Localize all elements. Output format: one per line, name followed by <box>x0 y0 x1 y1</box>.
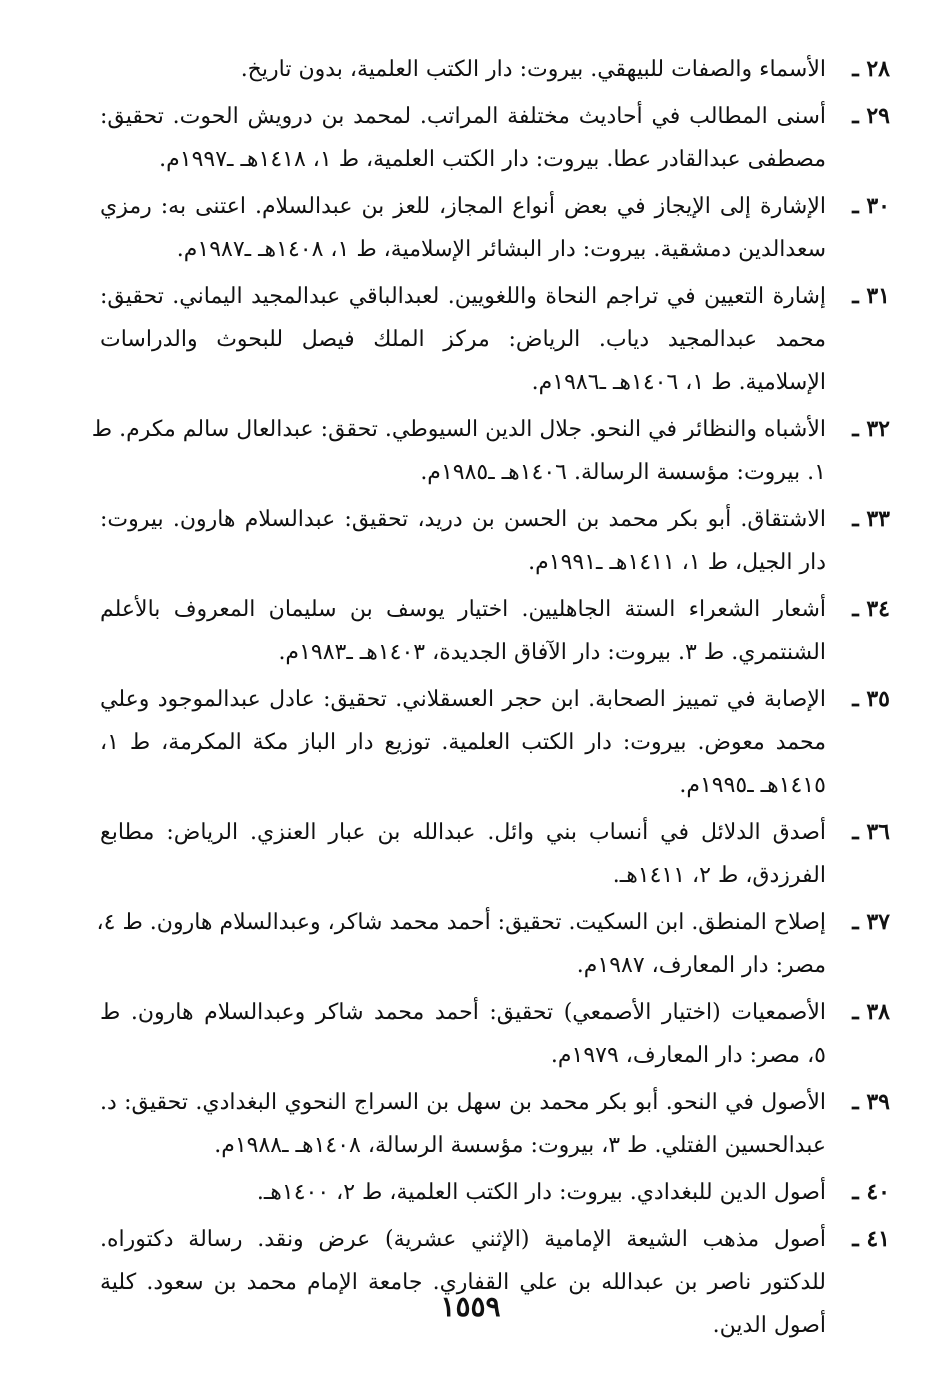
bibliography-entry <box>100 1218 890 1347</box>
bibliography-entry <box>100 1171 890 1214</box>
entry-line: أشعار الشعراء الستة الجاهليين. اختيار يوسف بن سليمان المعروف بالأعلم <box>100 597 826 622</box>
entry-number: ٣٦ ـ <box>852 819 890 845</box>
bibliography-entry <box>91 408 890 494</box>
bibliography-entry <box>100 48 890 91</box>
entry-line: عبدالحسين الفتلي. ط ٣، بيروت: مؤسسة الرسالة، ١٤٠٨هـ ـ١٩٨٨م. <box>214 1133 826 1158</box>
bibliography-entry <box>100 1081 890 1167</box>
entry-text <box>97 901 826 987</box>
entry-text <box>100 588 826 674</box>
entry-number: ٣٣ ـ <box>852 506 890 532</box>
entry-line: دار الجيل، ط ١، ١٤١١هـ ـ١٩٩١م. <box>528 550 826 575</box>
entry-line: سعدالدين دمشقية. بيروت: دار البشائر الإسلامية، ط ١، ١٤٠٨هـ ـ١٩٨٧م. <box>176 237 826 262</box>
entry-number: ٣٠ ـ <box>852 193 890 219</box>
entry-line: الإشارة إلى الإيجاز في بعض أنواع المجاز، للعز بن عبدالسلام. اعتنى به: رمزي <box>100 194 826 219</box>
bibliography-entry <box>100 811 890 897</box>
entry-line: الشنتمري. ط ٣. بيروت: دار الآفاق الجديدة، ١٤٠٣هـ ـ١٩٨٣م. <box>278 640 826 665</box>
entry-line: الإسلامية. ط ١، ١٤٠٦هـ ـ١٩٨٦م. <box>531 370 826 395</box>
entry-number: ٢٩ ـ <box>852 103 890 129</box>
entry-line: ١. بيروت: مؤسسة الرسالة. ١٤٠٦هـ ـ١٩٨٥م. <box>420 460 826 485</box>
entry-line: للدكتور ناصر بن عبدالله بن علي القفاري. جامعة الإمام محمد بن سعود. كلية <box>100 1270 826 1295</box>
entry-number: ٤١ ـ <box>852 1226 890 1252</box>
entry-line: الأصول في النحو. أبو بكر محمد بن سهل بن السراج النحوي البغدادي. تحقيق: د. <box>100 1090 826 1115</box>
bibliography-entry <box>100 275 890 404</box>
entry-text <box>100 1218 826 1347</box>
entry-line: مصطفى عبدالقادر عطا. بيروت: دار الكتب العلمية، ط ١، ١٤١٨هـ ـ١٩٩٧م. <box>159 147 826 172</box>
entry-number: ٣٨ ـ <box>852 999 890 1025</box>
bibliography-entry <box>100 991 890 1077</box>
entry-line: الاشتقاق. أبو بكر محمد بن الحسن بن دريد، تحقيق: عبدالسلام هارون. بيروت: <box>100 507 826 532</box>
entry-line: الإصابة في تمييز الصحابة. ابن حجر العسقلاني. تحقيق: عادل عبدالموجود وعلي <box>100 687 826 712</box>
entry-line: ٥، مصر: دار المعارف، ١٩٧٩م. <box>550 1043 826 1068</box>
entry-text <box>100 498 826 584</box>
entry-text <box>100 991 826 1077</box>
entry-line: إصلاح المنطق. ابن السكيت. تحقيق: أحمد محمد شاكر، وعبدالسلام هارون. ط ٤، <box>96 910 826 935</box>
entry-number: ٣٧ ـ <box>852 909 890 935</box>
entry-text <box>100 275 826 404</box>
bibliography-entry <box>100 678 890 807</box>
entry-line: محمد معوض. بيروت: دار الكتب العلمية. توزيع دار الباز مكة المكرمة، ط ١، <box>100 730 826 755</box>
entry-line: أسنى المطالب في أحاديث مختلفة المراتب. لمحمد بن درويش الحوت. تحقيق: <box>100 104 826 129</box>
bibliography-entry <box>100 588 890 674</box>
entry-number: ٤٠ ـ <box>852 1179 890 1205</box>
entry-line: الأسماء والصفات للبيهقي. بيروت: دار الكتب العلمية، بدون تاريخ. <box>240 57 826 82</box>
entry-text <box>100 95 826 181</box>
entry-line: الأشباه والنظائر في النحو. جلال الدين السيوطي. تحقق: عبدالعال سالم مكرم. ط <box>91 417 826 442</box>
page-number: ١٥٥٩ <box>440 1290 501 1323</box>
bibliography-list <box>91 48 890 1351</box>
entry-line: الأصمعيات (اختيار الأصمعي) تحقيق: أحمد محمد شاكر وعبدالسلام هارون. ط <box>100 1000 826 1025</box>
entry-line: أصول مذهب الشيعة الإمامية (الإثني عشرية) عرض ونقد. رسالة دكتوراه. <box>100 1227 826 1252</box>
entry-text <box>100 185 826 271</box>
entry-line: ١٤١٥هـ ـ١٩٩٥م. <box>679 773 826 798</box>
entry-line: إشارة التعيين في تراجم النحاة واللغويين. لعبدالباقي عبدالمجيد اليماني. تحقيق: <box>100 284 826 309</box>
entry-line: أصول الدين للبغدادي. بيروت: دار الكتب العلمية، ط ٢، ١٤٠٠هـ. <box>256 1180 826 1205</box>
entry-text <box>92 408 826 494</box>
entry-line: أصدق الدلائل في أنساب بني وائل. عبدالله بن عبار العنزي. الرياض: مطابع <box>100 820 826 845</box>
entry-text <box>100 678 826 807</box>
entry-text <box>100 1081 826 1167</box>
entry-line: أصول الدين. <box>712 1313 826 1338</box>
bibliography-entry <box>100 95 890 181</box>
entry-number: ٣٢ ـ <box>852 416 890 442</box>
bibliography-entry <box>100 185 890 271</box>
entry-number: ٢٨ ـ <box>852 56 890 82</box>
entry-line: مصر: دار المعارف، ١٩٨٧م. <box>576 953 826 978</box>
entry-number: ٣٤ ـ <box>852 596 890 622</box>
entry-line: الفرزدق، ط ٢، ١٤١١هـ. <box>612 863 826 888</box>
entry-number: ٣٥ ـ <box>852 686 890 712</box>
entry-text <box>100 811 826 897</box>
bibliography-entry <box>96 901 890 987</box>
entry-text <box>100 1171 826 1214</box>
entry-number: ٣٩ ـ <box>852 1089 890 1115</box>
entry-text <box>100 48 826 91</box>
entry-number: ٣١ ـ <box>852 283 890 309</box>
entry-line: محمد عبدالمجيد دياب. الرياض: مركز الملك فيصل للبحوث والدراسات <box>100 327 826 352</box>
bibliography-entry <box>100 498 890 584</box>
